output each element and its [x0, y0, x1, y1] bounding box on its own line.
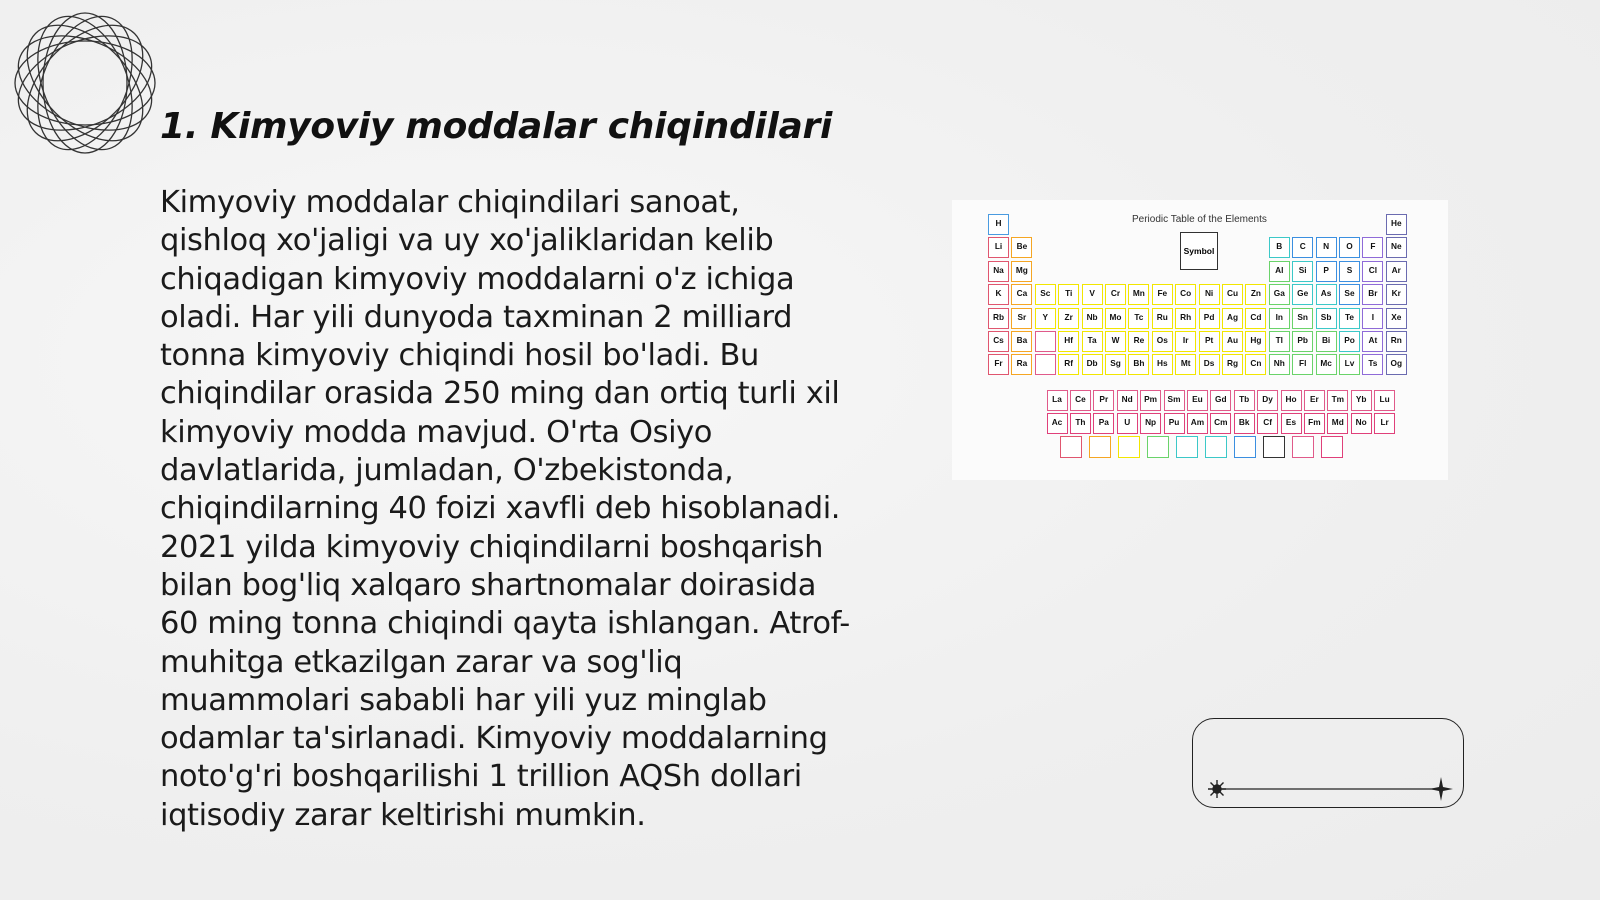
element-cell: Na — [988, 261, 1009, 282]
element-cell: Ac — [1047, 413, 1068, 434]
element-cell: Eu — [1187, 390, 1208, 411]
element-cell: Pr — [1093, 390, 1114, 411]
element-cell: Zn — [1245, 284, 1266, 305]
element-cell: S — [1339, 261, 1360, 282]
element-cell: Pu — [1164, 413, 1185, 434]
element-cell: Ar — [1386, 261, 1407, 282]
element-cell: K — [988, 284, 1009, 305]
element-cell: Hf — [1058, 331, 1079, 352]
element-cell: Y — [1035, 308, 1056, 329]
element-cell: Ra — [1011, 354, 1032, 375]
element-cell: Pa — [1093, 413, 1114, 434]
legend-swatch — [1060, 436, 1082, 458]
element-cell: Ni — [1199, 284, 1220, 305]
element-cell: Ti — [1058, 284, 1079, 305]
element-cell: Pt — [1199, 331, 1220, 352]
element-cell: Ru — [1152, 308, 1173, 329]
element-cell: O — [1339, 237, 1360, 258]
element-cell: Sr — [1011, 308, 1032, 329]
element-cell: Hg — [1245, 331, 1266, 352]
element-cell: Db — [1082, 354, 1103, 375]
element-cell: Tb — [1234, 390, 1255, 411]
slide-title: 1. Kimyoviy moddalar chiqindilari — [160, 106, 832, 147]
element-cell: Mt — [1175, 354, 1196, 375]
element-cell: U — [1117, 413, 1138, 434]
element-cell: Rb — [988, 308, 1009, 329]
element-cell: Md — [1327, 413, 1348, 434]
element-cell: La — [1047, 390, 1068, 411]
element-cell: Fe — [1152, 284, 1173, 305]
element-cell: Ts — [1362, 354, 1383, 375]
element-cell: W — [1105, 331, 1126, 352]
spirograph-logo-icon — [10, 8, 160, 158]
element-cell: Os — [1152, 331, 1173, 352]
element-cell: Bh — [1128, 354, 1149, 375]
element-cell: Sb — [1316, 308, 1337, 329]
element-cell: Lr — [1374, 413, 1395, 434]
series-placeholder-cell — [1035, 331, 1056, 352]
element-cell: Zr — [1058, 308, 1079, 329]
periodic-table-image — [952, 200, 1448, 480]
element-cell: V — [1082, 284, 1103, 305]
element-cell: Cm — [1210, 413, 1231, 434]
element-cell: H — [988, 214, 1009, 235]
element-cell: Nd — [1117, 390, 1138, 411]
element-cell: Rh — [1175, 308, 1196, 329]
element-cell: Fm — [1304, 413, 1325, 434]
element-cell: Mn — [1128, 284, 1149, 305]
legend-swatch — [1205, 436, 1227, 458]
periodic-table-key: Symbol — [1180, 232, 1218, 270]
element-cell: Pm — [1140, 390, 1161, 411]
element-cell: Ds — [1199, 354, 1220, 375]
element-cell: Nb — [1082, 308, 1103, 329]
element-cell: Tc — [1128, 308, 1149, 329]
element-cell: Sm — [1164, 390, 1185, 411]
legend-swatch — [1147, 436, 1169, 458]
periodic-table-title: Periodic Table of the Elements — [1132, 214, 1267, 225]
element-cell: Np — [1140, 413, 1161, 434]
element-cell: Cs — [988, 331, 1009, 352]
element-cell: Am — [1187, 413, 1208, 434]
element-cell: Au — [1222, 331, 1243, 352]
legend-swatch — [1176, 436, 1198, 458]
element-cell: Xe — [1386, 308, 1407, 329]
element-cell: As — [1316, 284, 1337, 305]
legend-swatch — [1263, 436, 1285, 458]
element-cell: Th — [1070, 413, 1091, 434]
element-cell: Cn — [1245, 354, 1266, 375]
element-cell: Ir — [1175, 331, 1196, 352]
element-cell: Re — [1128, 331, 1149, 352]
element-cell: Rn — [1386, 331, 1407, 352]
element-cell: B — [1269, 237, 1290, 258]
element-cell: Og — [1386, 354, 1407, 375]
element-cell: He — [1386, 214, 1407, 235]
element-cell: Cu — [1222, 284, 1243, 305]
element-cell: Ne — [1386, 237, 1407, 258]
element-cell: Ag — [1222, 308, 1243, 329]
element-cell: Sc — [1035, 284, 1056, 305]
element-cell: Ca — [1011, 284, 1032, 305]
element-cell: Ho — [1281, 390, 1302, 411]
element-cell: Li — [988, 237, 1009, 258]
sparkle-icon — [1429, 777, 1453, 801]
widget-line-graphic — [1193, 719, 1465, 809]
element-cell: Bi — [1316, 331, 1337, 352]
element-cell: P — [1316, 261, 1337, 282]
element-cell: In — [1269, 308, 1290, 329]
element-cell: Ba — [1011, 331, 1032, 352]
element-cell: At — [1362, 331, 1383, 352]
element-cell: Sn — [1292, 308, 1313, 329]
slide-body-text: Kimyoviy moddalar chiqindilari sanoat, qishloq xo'jaligi va uy xo'jaliklaridan kelib chiqadigan kimyoviy moddalarni o'z ichiga oladi. Har yili dunyoda taxminan 2 milliard tonna kimyoviy chiqindi hosil bo'ladi. Bu chiqindilar orasida 250 ming dan ortiq turli xil kimyoviy modda mavjud. O'rta Osiyo davlatlarida, jumladan, O'zbekistonda, chiqindilarning 40 foizi xavfli deb hisoblanadi. 2021 yilda kimyoviy chiqindilarni boshqarish bilan bog'liq xalqaro shartnomalar doirasida 60 ming tonna chiqindi qayta ishlangan. Atrof-muhitga etkazilgan zarar va sog'liq muammolari sababli har yili yuz minglab odamlar ta'sirlanadi. Kimyoviy moddalarning noto'g'ri boshqarilishi 1 trillion AQSh dollari iqtisodiy zarar keltirishi mumkin. — [160, 185, 850, 833]
element-cell: No — [1351, 413, 1372, 434]
legend-swatch — [1118, 436, 1140, 458]
element-cell: Al — [1269, 261, 1290, 282]
element-cell: Yb — [1351, 390, 1372, 411]
element-cell: Te — [1339, 308, 1360, 329]
sun-icon — [1208, 780, 1226, 798]
element-cell: Nh — [1269, 354, 1290, 375]
element-cell: Pb — [1292, 331, 1313, 352]
element-cell: Rg — [1222, 354, 1243, 375]
element-cell: Tl — [1269, 331, 1290, 352]
element-cell: Ge — [1292, 284, 1313, 305]
element-cell: Es — [1281, 413, 1302, 434]
element-cell: F — [1362, 237, 1383, 258]
decorative-widget — [1192, 718, 1464, 808]
element-cell: Dy — [1257, 390, 1278, 411]
element-cell: Cd — [1245, 308, 1266, 329]
legend-swatch — [1234, 436, 1256, 458]
element-cell: Cl — [1362, 261, 1383, 282]
element-cell: Br — [1362, 284, 1383, 305]
element-cell: Se — [1339, 284, 1360, 305]
element-cell: Mc — [1316, 354, 1337, 375]
element-cell: Fr — [988, 354, 1009, 375]
element-cell: Sg — [1105, 354, 1126, 375]
element-cell: Rf — [1058, 354, 1079, 375]
element-cell: Ce — [1070, 390, 1091, 411]
element-cell: Tm — [1327, 390, 1348, 411]
element-cell: Mg — [1011, 261, 1032, 282]
element-cell: I — [1362, 308, 1383, 329]
element-cell: Cf — [1257, 413, 1278, 434]
element-cell: Gd — [1210, 390, 1231, 411]
element-cell: N — [1316, 237, 1337, 258]
element-cell: Lv — [1339, 354, 1360, 375]
element-cell: C — [1292, 237, 1313, 258]
legend-swatch — [1089, 436, 1111, 458]
element-cell: Po — [1339, 331, 1360, 352]
element-cell: Bk — [1234, 413, 1255, 434]
element-cell: Ta — [1082, 331, 1103, 352]
element-cell: Mo — [1105, 308, 1126, 329]
legend-swatch — [1321, 436, 1343, 458]
element-cell: Hs — [1152, 354, 1173, 375]
element-cell: Cr — [1105, 284, 1126, 305]
element-cell: Pd — [1199, 308, 1220, 329]
series-placeholder-cell — [1035, 354, 1056, 375]
element-cell: Fl — [1292, 354, 1313, 375]
legend-swatch — [1292, 436, 1314, 458]
element-cell: Er — [1304, 390, 1325, 411]
element-cell: Si — [1292, 261, 1313, 282]
element-cell: Be — [1011, 237, 1032, 258]
element-cell: Lu — [1374, 390, 1395, 411]
element-cell: Kr — [1386, 284, 1407, 305]
element-cell: Ga — [1269, 284, 1290, 305]
element-cell: Co — [1175, 284, 1196, 305]
